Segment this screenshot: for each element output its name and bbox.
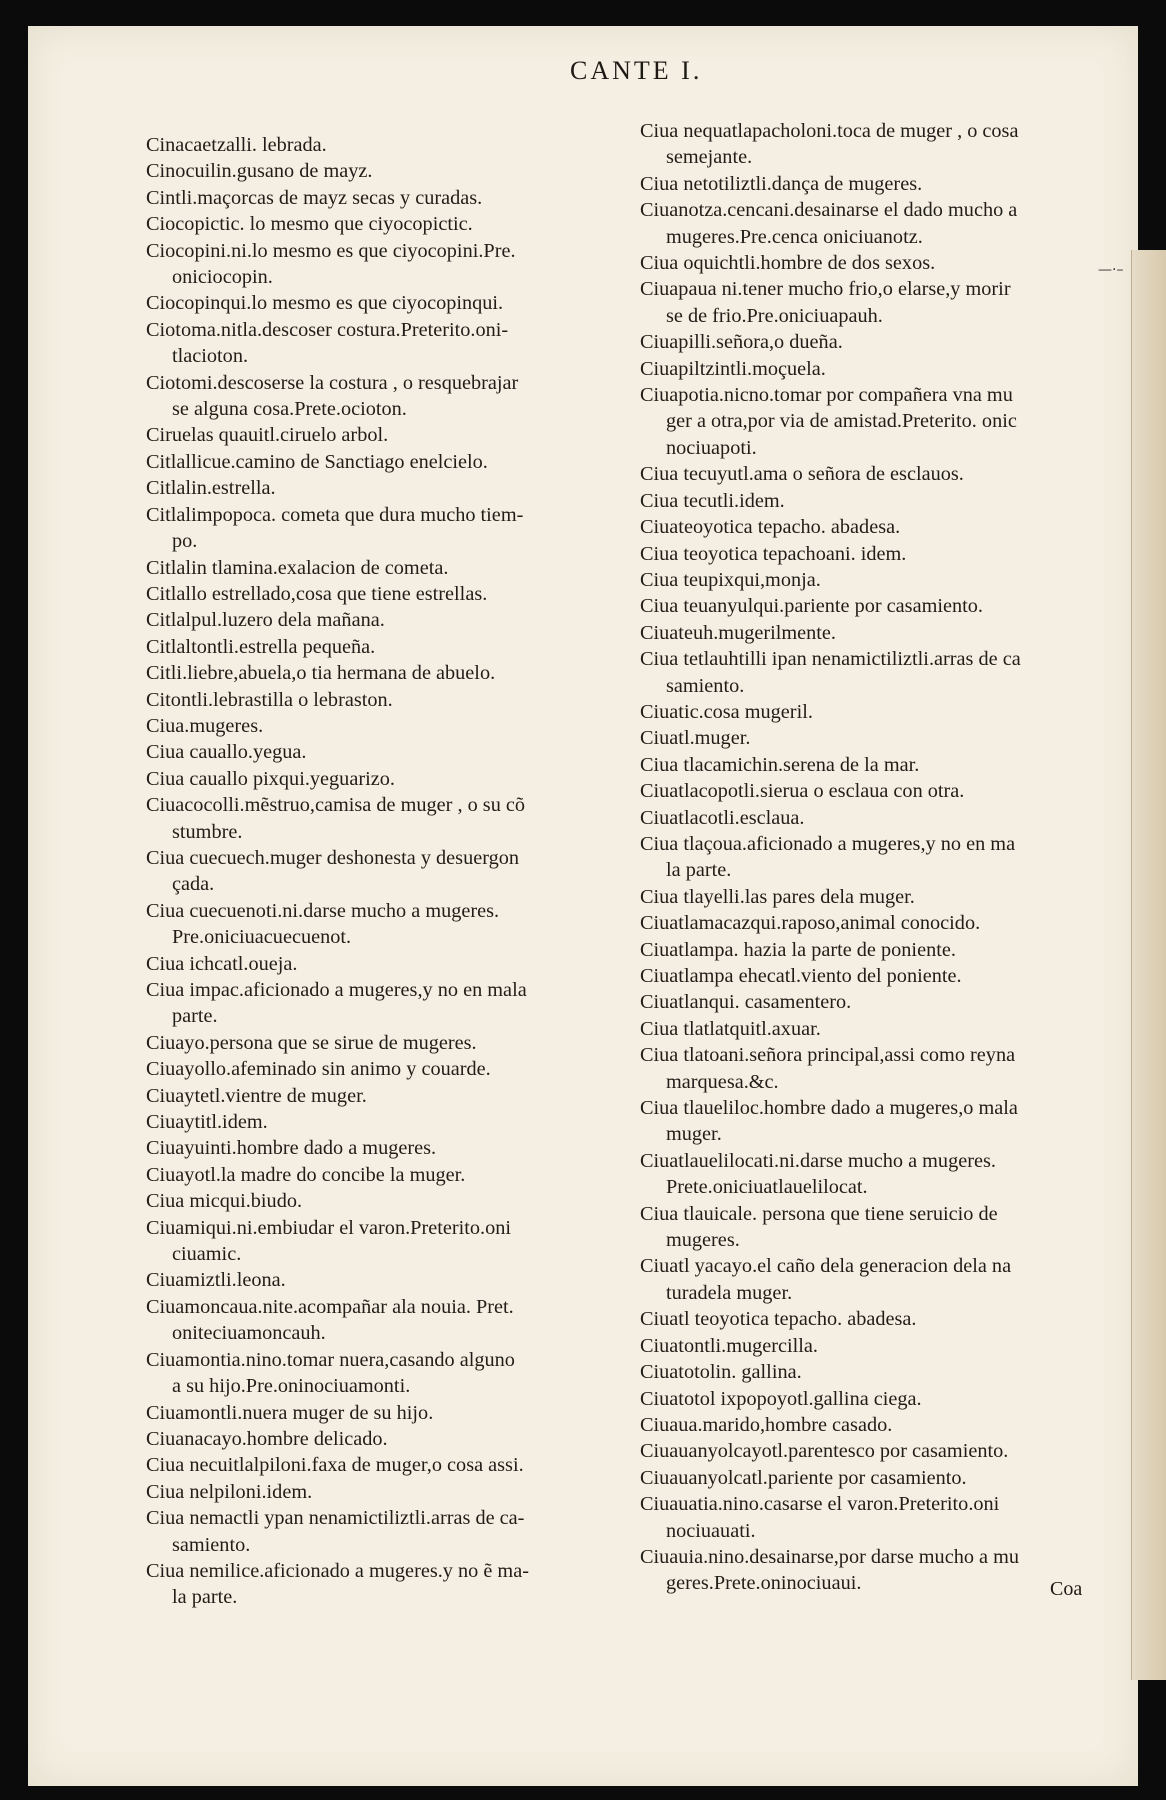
dictionary-entry: Citlallo estrellado,cosa que tiene estrellas.	[146, 582, 488, 605]
dictionary-entry: Ciua tetlauhtilli ipan nenamictiliztli.arras de ca samiento.	[640, 648, 1021, 697]
facing-page-edge	[1131, 250, 1166, 1680]
dictionary-entry: Ciuatl.muger.	[640, 727, 751, 750]
catchword: Coa	[1050, 1578, 1083, 1600]
dictionary-entry: Ciotomi.descoserse la costura , o resquebrajar se alguna cosa.Prete.ocioton.	[146, 371, 519, 421]
dictionary-entry: Ciuauatia.nino.casarse el varon.Preterito.oni nociuauati.	[640, 1493, 1000, 1542]
dictionary-entry: Ciuatlacotli.esclaua.	[640, 806, 805, 829]
dictionary-entry: Ciua tlacamichin.serena de la mar.	[640, 753, 920, 776]
dictionary-entry: Ciua tlatoani.señora principal,assi como reyna marquesa.&c.	[640, 1044, 1016, 1093]
dictionary-entry: Ciua tecuyutl.ama o señora de esclauos.	[640, 463, 964, 486]
dictionary-entry: Citlalimpopoca. cometa que dura mucho tiem- po.	[146, 503, 524, 553]
dictionary-entry: Citontli.lebrastilla o lebraston.	[146, 688, 393, 711]
dictionary-entry: Ciuatlampa ehecatl.viento del poniente.	[640, 965, 962, 987]
dictionary-entry: Ciuapilli.señora,o dueña.	[640, 331, 843, 354]
dictionary-entry: Ciocopictic. lo mesmo que ciyocopictic.	[146, 213, 473, 236]
dictionary-entry: Ciuauanyolcayotl.parentesco por casamiento.	[640, 1440, 1009, 1463]
dictionary-entry: Citlaltontli.estrella pequeña.	[146, 635, 376, 658]
dictionary-entry: Ciua tlatlatquitl.axuar.	[640, 1017, 821, 1040]
dictionary-entry: Ciuatlampa. hazia la parte de poniente.	[640, 938, 956, 961]
dictionary-entry: Citlalin tlamina.exalacion de cometa.	[146, 556, 449, 579]
dictionary-entry: Ciua teupixqui,monja.	[640, 568, 821, 591]
dictionary-entry: Ciuayuinti.hombre dado a mugeres.	[146, 1137, 437, 1160]
dictionary-entry: Ciuaytetl.vientre de muger.	[146, 1084, 367, 1107]
dictionary-entry: Cintli.maçorcas de mayz secas y curadas.	[146, 186, 483, 209]
dictionary-entry: Ciocopinqui.lo mesmo es que ciyocopinqui.	[146, 292, 504, 315]
dictionary-entry: Ciuaua.marido,hombre casado.	[640, 1413, 893, 1436]
dictionary-entry: Ciocopini.ni.lo mesmo es que ciyocopini.Pre. oniciocopin.	[146, 239, 516, 289]
dictionary-entry: Ciuamontia.nino.tomar nuera,casando alguno a su hijo.Pre.oninociuamonti.	[146, 1348, 515, 1398]
dictionary-entry: Ciuamiztli.leona.	[146, 1269, 286, 1292]
dictionary-entry: Ciua necuitlalpiloni.faxa de muger,o cosa assi.	[146, 1454, 524, 1477]
dictionary-entry: Ciuatl yacayo.el caño dela generacion dela na turadela muger.	[640, 1255, 1012, 1304]
dictionary-entry: Ciuanotza.cencani.desainarse el dado mucho a mugeres.Pre.cenca oniciuanotz.	[640, 199, 1018, 248]
dictionary-entry: Ciua teoyotica tepachoani. idem.	[640, 542, 907, 565]
dictionary-entry: Ciua tlaueliloc.hombre dado a mugeres,o mala muger.	[640, 1097, 1018, 1146]
dictionary-entry: Citlallicue.camino de Sanctiago enelcielo.	[146, 450, 488, 473]
dictionary-entry: Ciua nemactli ypan nenamictiliztli.arras de ca- samiento.	[146, 1507, 525, 1556]
dictionary-entry: Ciua ichcatl.oueja.	[146, 952, 298, 975]
dictionary-entry: Ciua nelpiloni.idem.	[146, 1480, 313, 1503]
dictionary-entry: Ciuatontli.mugercilla.	[640, 1334, 818, 1357]
dictionary-entry: Ciuamoncaua.nite.acompañar ala nouia. Pret. oniteciuamoncauh.	[146, 1295, 514, 1345]
dictionary-entry: Cinacaetzalli. lebrada.	[146, 134, 327, 156]
dictionary-entry: Ciua.mugeres.	[146, 714, 264, 737]
dictionary-entry: Ciuateuh.mugerilmente.	[640, 621, 836, 644]
dictionary-entry: Citli.liebre,abuela,o tia hermana de abuelo.	[146, 662, 496, 685]
dictionary-entry: Ciua tlauicale. persona que tiene seruicio de mugeres.	[640, 1202, 998, 1252]
dictionary-entry: Ciua cuecuech.muger deshonesta y desuergon çada.	[146, 846, 520, 896]
dictionary-entry: Ciua impac.aficionado a mugeres,y no en mala parte.	[146, 979, 527, 1028]
dictionary-entry: Ciotoma.nitla.descoser costura.Preterito.oni- tlacioton.	[146, 318, 509, 368]
running-head: CANTE I.	[570, 56, 703, 85]
dictionary-entry: Ciuapaua ni.tener mucho frio,o elarse,y morir se de frio.Pre.oniciuapauh.	[640, 278, 1011, 327]
dictionary-entry: Ciuamontli.nuera muger de su hijo.	[146, 1401, 434, 1424]
dictionary-entry: Ciuayo.persona que se sirue de mugeres.	[146, 1031, 477, 1054]
dictionary-entry: Ciuatotol ixpopoyotl.gallina ciega.	[640, 1387, 922, 1410]
dictionary-entry: Ciua tlaçoua.aficionado a mugeres,y no en ma la parte.	[640, 832, 1016, 882]
margin-mark: —·–	[1098, 262, 1124, 278]
dictionary-entry: Ciua netotiliztli.dança de mugeres.	[640, 172, 923, 195]
dictionary-entry: Citlalpul.luzero dela mañana.	[146, 609, 385, 632]
dictionary-entry: Ciuanacayo.hombre delicado.	[146, 1427, 388, 1450]
dictionary-entry: Ciua oquichtli.hombre de dos sexos.	[640, 252, 936, 275]
dictionary-entry: Ciuatlamacazqui.raposo,animal conocido.	[640, 912, 981, 935]
dictionary-entry: Ciuayollo.afeminado sin animo y couarde.	[146, 1058, 491, 1081]
dictionary-entry: Ciuatic.cosa mugeril.	[640, 700, 813, 723]
dictionary-entry: Ciuatotolin. gallina.	[640, 1361, 802, 1384]
dictionary-entry: Ciuatlauelilocati.ni.darse mucho a mugeres. Prete.oniciuatlauelilocat.	[640, 1149, 996, 1199]
dictionary-entry: Ciuatlanqui. casamentero.	[640, 991, 852, 1014]
dictionary-entry: Ciua cuecuenoti.ni.darse mucho a mugeres. Pre.oniciuacuecuenot.	[146, 899, 500, 949]
dictionary-entry: Ciua nequatlapacholoni.toca de muger , o cosa semejante.	[640, 120, 1019, 169]
dictionary-entry: Citlalin.estrella.	[146, 477, 276, 500]
dictionary-entry: Ciuatlacopotli.sierua o esclaua con otra.	[640, 780, 965, 803]
dictionary-entry: Ciua cauallo pixqui.yeguarizo.	[146, 767, 395, 790]
dictionary-entry: Ciuapotia.nicno.tomar por compañera vna mu ger a otra,por via de amistad.Preterito. onic nociuapoti.	[640, 384, 1017, 459]
dictionary-entry: Ciuapiltzintli.moçuela.	[640, 357, 826, 380]
dictionary-entry: Ciuaytitl.idem.	[146, 1111, 268, 1134]
dictionary-entry: Ciuacocolli.mẽstruo,camisa de muger , o su cõ stumbre.	[146, 794, 526, 843]
dictionary-entry: Ciuatl teoyotica tepacho. abadesa.	[640, 1308, 917, 1331]
right-column	[640, 118, 1110, 1597]
dictionary-entry: Ciuayotl.la madre do concibe la muger.	[146, 1163, 466, 1186]
dictionary-entry: Ciuauia.nino.desainarse,por darse mucho a mu geres.Prete.oninociuaui.	[640, 1545, 1020, 1595]
left-column	[146, 132, 621, 1611]
dictionary-entry: Ciua tlayelli.las pares dela muger.	[640, 885, 915, 908]
dictionary-entry: Ciua cauallo.yegua.	[146, 741, 307, 764]
dictionary-entry: Ciuamiqui.ni.embiudar el varon.Preterito.oni ciuamic.	[146, 1216, 511, 1266]
dictionary-entry: Ciua nemilice.aficionado a mugeres.y no ẽ ma- la parte.	[146, 1559, 529, 1609]
dictionary-entry: Ciua micqui.biudo.	[146, 1190, 303, 1213]
dictionary-entry: Cinocuilin.gusano de mayz.	[146, 160, 373, 183]
dictionary-entry: Ciuateoyotica tepacho. abadesa.	[640, 516, 901, 539]
dictionary-entry: Ciruelas quauitl.ciruelo arbol.	[146, 424, 389, 447]
dictionary-entry: Ciua tecutli.idem.	[640, 489, 785, 512]
dictionary-entry: Ciuauanyolcatl.pariente por casamiento.	[640, 1466, 967, 1489]
dictionary-entry: Ciua teuanyulqui.pariente por casamiento.	[640, 595, 983, 618]
